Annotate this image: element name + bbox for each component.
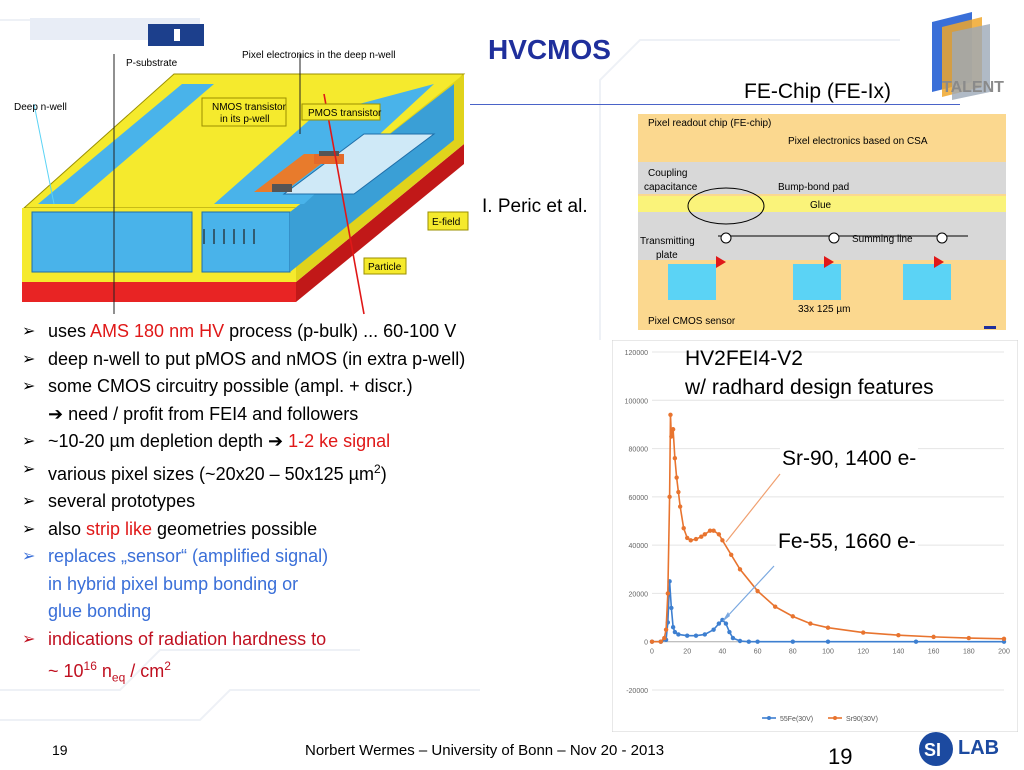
- data-point: [674, 475, 678, 479]
- arrow-right-icon: ➔: [48, 403, 64, 424]
- data-point: [1002, 637, 1006, 641]
- author-credit: I. Peric et al.: [482, 196, 588, 217]
- y-tick-label: 80000: [628, 446, 648, 454]
- label-pmos: PMOS transistor: [308, 108, 382, 119]
- legend-marker: [833, 716, 837, 720]
- data-point: [689, 538, 693, 542]
- x-tick-label: 80: [788, 648, 797, 656]
- x-tick-label: 60: [753, 648, 762, 656]
- talent-logo: [912, 12, 1024, 108]
- bullet-fluence: ~ $10^{16}$ $n_{eq} / cm^2$: [48, 659, 171, 685]
- label-summing-line: Summing line: [852, 234, 913, 245]
- data-point: [727, 630, 731, 634]
- y-tick-label: 100000: [624, 398, 648, 406]
- bullet-cmos-circuitry: ➢ some CMOS circuitry possible (ampl. + discr.): [22, 376, 413, 396]
- label-p-substrate: P-substrate: [126, 58, 178, 69]
- data-point: [685, 633, 689, 637]
- bullet-replaces-sensor: ➢ replaces „sensor“ (amplified signal): [22, 546, 329, 566]
- data-point: [676, 632, 680, 636]
- bullet-deep-nwell: ➢ deep n-well to put pMOS and nMOS (in extra p-well): [22, 348, 466, 369]
- x-tick-label: 120: [857, 648, 870, 656]
- data-point: [694, 633, 698, 637]
- data-point: [668, 413, 672, 417]
- chart-title-line1: HV2FEI4-V2: [685, 347, 803, 370]
- legend-label: 55Fe(30V): [780, 716, 814, 723]
- data-point: [738, 639, 742, 643]
- x-tick-label: 200: [998, 648, 1010, 656]
- label-particle: Particle: [368, 262, 402, 273]
- bullet-hybrid-bonding: in hybrid pixel bump bonding or: [48, 573, 299, 594]
- data-point: [671, 427, 675, 431]
- annotation-fe55: Fe-55, 1660 e-: [778, 530, 916, 553]
- bullet-radiation-hardness: ➢ indications of radiation hardness to: [22, 628, 327, 649]
- x-tick-label: 180: [962, 648, 975, 656]
- bullet-process: ➢ uses AMS 180 nm HV process (p-bulk) ... 60-100 V: [22, 321, 457, 341]
- y-tick-label: 60000: [628, 494, 648, 502]
- data-point: [681, 526, 685, 530]
- data-point: [666, 591, 670, 595]
- label-efield: E-field: [432, 217, 461, 228]
- svg-text:SI: SI: [924, 740, 942, 760]
- bullet-depletion: ➢ ~10-20 µm depletion depth ➔ 1-2 ke signal: [22, 431, 391, 451]
- svg-text:LAB: LAB: [958, 737, 1000, 759]
- data-point: [747, 640, 751, 644]
- legend-label: Sr90(30V): [846, 716, 878, 723]
- y-tick-label: 20000: [628, 591, 648, 599]
- legend-marker: [767, 716, 771, 720]
- label-deep-nwell: Deep n-well: [14, 102, 67, 113]
- label-cmos-sensor: Pixel CMOS sensor: [648, 316, 736, 327]
- data-point: [826, 626, 830, 630]
- x-tick-label: 140: [892, 648, 905, 656]
- annotation-sr90: Sr-90, 1400 e-: [782, 447, 917, 470]
- data-point: [931, 635, 935, 639]
- title-divider: [470, 104, 960, 105]
- bullet-pixel-sizes: ➢ various pixel sizes (~20x20 – 50x125 µm$^2$): [22, 460, 387, 484]
- svg-text:TALENT: TALENT: [942, 79, 1004, 96]
- label-csa-electronics: Pixel electronics based on CSA: [788, 136, 928, 147]
- data-point: [676, 490, 680, 494]
- chart-title-line2: w/ radhard design features: [685, 376, 934, 399]
- data-point: [896, 633, 900, 637]
- data-point: [678, 504, 682, 508]
- y-tick-label: 0: [644, 639, 648, 647]
- page-number-right: 19: [828, 744, 853, 769]
- data-point: [662, 636, 666, 640]
- x-tick-label: 40: [718, 648, 727, 656]
- data-point: [755, 640, 759, 644]
- data-point: [659, 640, 663, 644]
- x-tick-label: 20: [683, 648, 692, 656]
- label-pixel-electronics: Pixel electronics in the deep n-well: [242, 50, 396, 61]
- hvcmos-cross-section-diagram: [14, 44, 474, 316]
- data-point: [914, 640, 918, 644]
- institution-logo: [148, 24, 204, 46]
- label-transmitting: Transmitting: [640, 236, 695, 247]
- data-point: [671, 625, 675, 629]
- y-tick-label: -20000: [626, 688, 648, 695]
- arrow-right-icon: ➔: [268, 431, 289, 451]
- bullet-glue-bonding: glue bonding: [48, 601, 152, 621]
- label-bump-bond: Bump-bond pad: [778, 182, 850, 193]
- label-capacitance: capacitance: [644, 182, 698, 193]
- label-plate: plate: [656, 250, 678, 261]
- label-readout-chip: Pixel readout chip (FE-chip): [648, 118, 772, 129]
- data-point: [694, 537, 698, 541]
- data-point: [669, 434, 673, 438]
- footer-text: Norbert Wermes – University of Bonn – Nov 20 - 2013: [305, 742, 665, 759]
- silab-logo: [918, 730, 1024, 768]
- label-glue: Glue: [810, 200, 832, 211]
- label-pixel-size: 33x 125 µm: [798, 304, 851, 315]
- data-point: [731, 636, 735, 640]
- x-tick-label: 0: [650, 648, 654, 656]
- bullet-strip-like: ➢ also strip like geometries possible: [22, 518, 318, 539]
- y-tick-label: 40000: [628, 543, 648, 551]
- bullet-list: [22, 318, 602, 692]
- data-point: [650, 640, 654, 644]
- data-point: [673, 456, 677, 460]
- data-point: [791, 640, 795, 644]
- x-tick-label: 160: [927, 648, 940, 656]
- data-point: [967, 636, 971, 640]
- label-coupling: Coupling: [648, 168, 688, 179]
- data-point: [669, 606, 673, 610]
- data-point: [861, 630, 865, 634]
- data-point: [826, 640, 830, 644]
- accent-dash: [984, 326, 996, 329]
- data-point: [667, 495, 671, 499]
- page-number-left: 19: [52, 742, 68, 758]
- data-point: [703, 632, 707, 636]
- label-nmos: NMOS transistor: [212, 102, 286, 113]
- fe-chip-title: FE-Chip (FE-Ix): [744, 80, 891, 103]
- bullet-prototypes: ➢ several prototypes: [22, 491, 196, 511]
- x-tick-label: 100: [822, 648, 834, 656]
- data-point: [664, 627, 668, 631]
- label-nmos-pwell: in its p-well: [220, 114, 270, 125]
- bullet-fei4-profit: ➔ need / profit from FEI4 and followers: [48, 403, 359, 424]
- y-tick-label: 120000: [624, 350, 648, 357]
- fe-chip-schematic: [638, 114, 1006, 330]
- annotation-arrows: [700, 470, 820, 630]
- slide-title: HVCMOS: [488, 34, 611, 65]
